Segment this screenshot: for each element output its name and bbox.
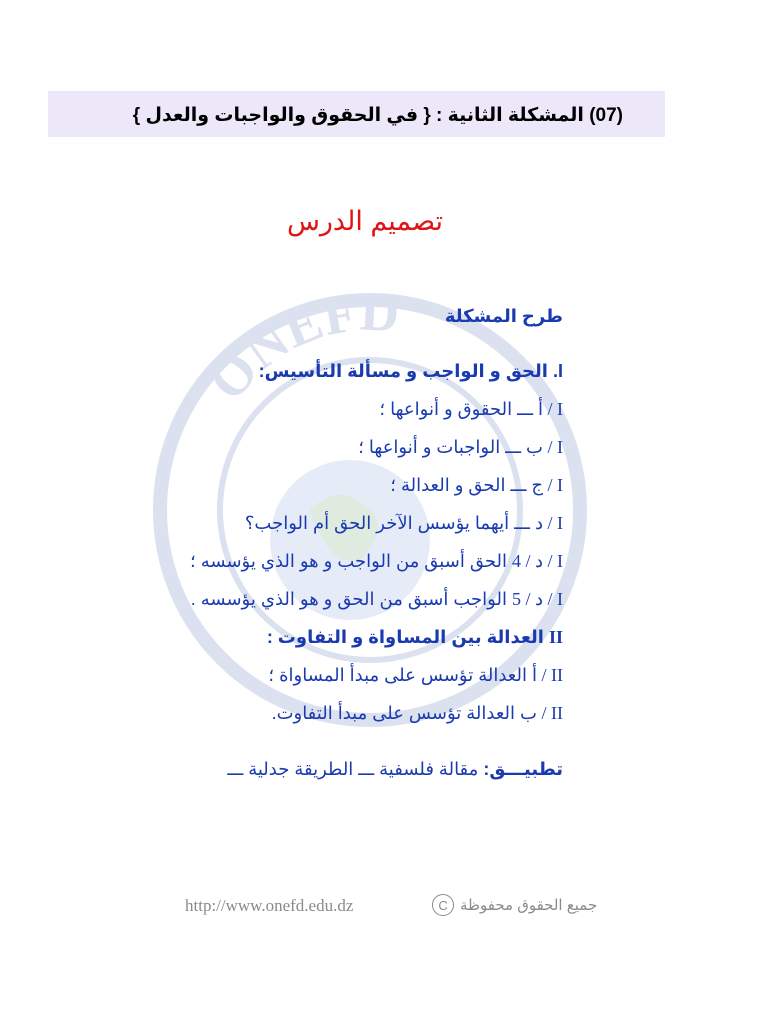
item-text: ـــ أيهما يؤسس الآخر الحق أم الواجب؟ (244, 513, 530, 533)
page-title: (07) المشكلة الثانية : { في الحقوق والواجبات والعدل } (132, 105, 623, 126)
outline-item (245, 513, 563, 534)
item-text: الواجب أسبق من الحق و هو الذي يؤسسه . (190, 589, 507, 609)
item-prefix: I / ج (531, 475, 563, 495)
outline-intro: طرح المشكلة (444, 306, 563, 326)
outline-item (191, 589, 563, 610)
outline-item (390, 475, 563, 496)
outline-item (268, 665, 563, 686)
application-text: مقالة فلسفية ـــ الطريقة جدلية ـــ (227, 759, 479, 779)
onefd-watermark-logo (150, 290, 590, 730)
item-text: العدالة تؤسس على مبدأ المساواة ؛ (268, 665, 527, 685)
item-prefix: I / د / 4 (511, 551, 563, 571)
application-label: تطبيـــق: (483, 759, 563, 779)
outline-item (358, 437, 563, 458)
item-text: الحق أسبق من الواجب و هو الذي يؤسسه ؛ (190, 551, 507, 571)
part2-numeral: II (548, 627, 563, 647)
part2-heading-text: العدالة بين المساواة و التفاوت : (266, 627, 544, 647)
item-text: ـــ الواجبات و أنواعها ؛ (358, 437, 522, 457)
footer-copyright (432, 894, 597, 916)
item-prefix: I / د (534, 513, 563, 533)
item-prefix: I / ب (526, 437, 563, 457)
outline-item (190, 551, 563, 572)
lesson-title: تصميم الدرس (286, 206, 443, 236)
copyright-icon: C (432, 894, 454, 916)
outline-item (379, 399, 563, 420)
item-text: ـــ الحق و العدالة ؛ (390, 475, 527, 495)
footer-url-link[interactable]: http://www.onefd.edu.dz (185, 896, 354, 915)
item-prefix: II / ب (520, 703, 563, 723)
part2-heading (267, 627, 563, 648)
part1-heading (259, 361, 563, 382)
outline-item (272, 703, 563, 724)
item-text: العدالة تؤسس على مبدأ التفاوت. (271, 703, 516, 723)
item-prefix: I / د / 5 (511, 589, 563, 609)
part1-numeral: I. (552, 361, 563, 381)
application-line (227, 759, 563, 780)
copyright-text: جميع الحقوق محفوظة (460, 897, 598, 914)
part1-heading-text: الحق و الواجب و مسألة التأسيس: (258, 361, 548, 381)
item-prefix: I / أ (537, 399, 563, 419)
item-text: ـــ الحقوق و أنواعها ؛ (379, 399, 533, 419)
svg-text:ONEFD: ONEFD (197, 290, 401, 412)
item-prefix: II / أ (531, 665, 563, 685)
